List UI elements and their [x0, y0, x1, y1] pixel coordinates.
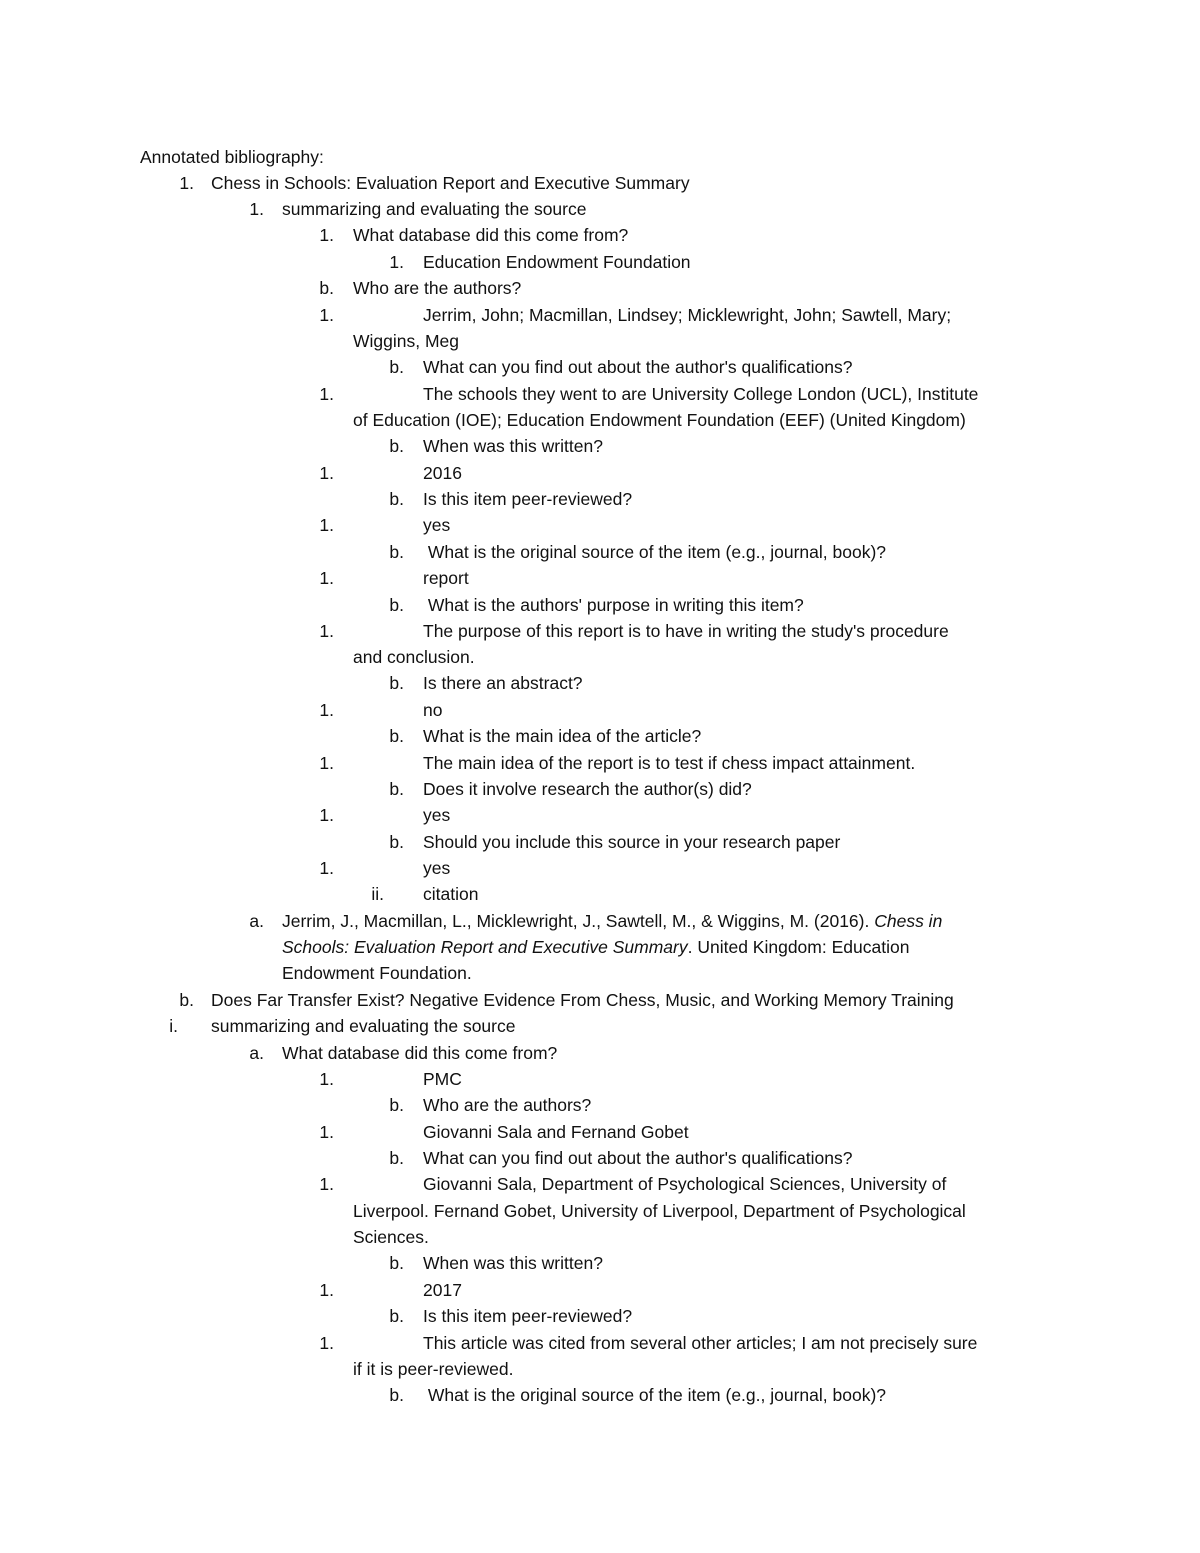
source-title-line	[0, 170, 1200, 196]
question-text: Is there an abstract?	[423, 673, 583, 693]
document-heading	[0, 144, 1200, 170]
answer-text: Liverpool. Fernand Gobet, University of Liverpool, Department of Psychological	[353, 1201, 966, 1221]
outline-text: summarizing and evaluating the source	[211, 1016, 516, 1036]
answer-text: Education Endowment Foundation	[423, 252, 691, 272]
answer-line	[0, 512, 1200, 538]
citation-title: Chess in	[874, 911, 943, 931]
answer-text: no	[423, 700, 443, 720]
question-line	[0, 1382, 1200, 1408]
source-title: Chess in Schools: Evaluation Report and Executive Summary	[211, 173, 690, 193]
citation-line	[0, 960, 1200, 986]
list-marker: b.	[389, 542, 404, 562]
question-line	[0, 592, 1200, 618]
question-line	[0, 1092, 1200, 1118]
heading-text: Annotated bibliography:	[140, 147, 324, 167]
list-marker: b.	[389, 1095, 404, 1115]
question-text: Is this item peer-reviewed?	[423, 489, 633, 509]
question-line	[0, 354, 1200, 380]
list-marker: 1.	[319, 1280, 334, 1300]
citation-line	[0, 908, 1200, 934]
list-marker: b.	[389, 1253, 404, 1273]
answer-text: yes	[423, 515, 451, 535]
answer-continuation-line	[0, 1224, 1200, 1250]
answer-continuation-line	[0, 1198, 1200, 1224]
answer-line	[0, 249, 1200, 275]
list-marker: b.	[389, 779, 404, 799]
source-title: Does Far Transfer Exist? Negative Evidence From Chess, Music, and Working Memory Training	[211, 990, 954, 1010]
list-marker: 1.	[319, 753, 334, 773]
list-marker: 1.	[319, 463, 334, 483]
list-marker: 1.	[319, 305, 334, 325]
question-text: What can you find out about the author's qualifications?	[423, 1148, 853, 1168]
answer-line	[0, 855, 1200, 881]
outline-line	[0, 881, 1200, 907]
citation-text	[282, 908, 942, 934]
answer-text: Jerrim, John; Macmillan, Lindsey; Micklewright, John; Sawtell, Mary;	[423, 305, 952, 325]
answer-line	[0, 1066, 1200, 1092]
list-marker: 1.	[179, 173, 194, 193]
answer-continuation-line	[0, 407, 1200, 433]
list-marker: b.	[179, 990, 194, 1010]
answer-text: The main idea of the report is to test if chess impact attainment.	[423, 753, 916, 773]
list-marker: b.	[389, 436, 404, 456]
question-text: Is this item peer-reviewed?	[423, 1306, 633, 1326]
question-text: What is the main idea of the article?	[423, 726, 702, 746]
question-line	[0, 776, 1200, 802]
answer-text: Sciences.	[353, 1227, 429, 1247]
answer-line	[0, 1171, 1200, 1197]
answer-text: The purpose of this report is to have in writing the study's procedure	[423, 621, 949, 641]
list-marker: b.	[389, 1148, 404, 1168]
answer-text: PMC	[423, 1069, 462, 1089]
question-text: When was this written?	[423, 1253, 603, 1273]
list-marker: b.	[389, 357, 404, 377]
list-marker: i.	[169, 1016, 178, 1036]
list-marker: b.	[389, 489, 404, 509]
list-marker: b.	[389, 1306, 404, 1326]
list-marker: 1.	[319, 225, 334, 245]
list-marker: a.	[249, 1043, 264, 1063]
question-text: Who are the authors?	[353, 278, 522, 298]
answer-text: Giovanni Sala and Fernand Gobet	[423, 1122, 689, 1142]
answer-line	[0, 618, 1200, 644]
list-marker: 1.	[389, 252, 404, 272]
question-text: Should you include this source in your research paper	[423, 832, 841, 852]
answer-line	[0, 802, 1200, 828]
list-marker: 1.	[319, 1333, 334, 1353]
answer-text: yes	[423, 805, 451, 825]
outline-line	[0, 196, 1200, 222]
question-text: What is the original source of the item (e.g., journal, book)?	[423, 1385, 887, 1405]
list-marker: b.	[319, 278, 334, 298]
answer-line	[0, 750, 1200, 776]
outline-text: citation	[423, 884, 479, 904]
list-marker: b.	[389, 673, 404, 693]
answer-line	[0, 460, 1200, 486]
list-marker: b.	[389, 1385, 404, 1405]
citation-line	[0, 934, 1200, 960]
answer-line	[0, 1330, 1200, 1356]
answer-text: This article was cited from several other articles; I am not precisely sure	[423, 1333, 978, 1353]
answer-line	[0, 302, 1200, 328]
citation-text: Endowment Foundation.	[282, 963, 472, 983]
answer-line	[0, 1277, 1200, 1303]
answer-line	[0, 1119, 1200, 1145]
list-marker: 1.	[319, 384, 334, 404]
answer-continuation-line	[0, 328, 1200, 354]
question-line	[0, 1040, 1200, 1066]
outline-line	[0, 1013, 1200, 1039]
list-marker: 1.	[319, 1122, 334, 1142]
answer-text: yes	[423, 858, 451, 878]
question-text: What can you find out about the author's qualifications?	[423, 357, 853, 377]
answer-text: of Education (IOE); Education Endowment Foundation (EEF) (United Kingdom)	[353, 410, 966, 430]
answer-line	[0, 565, 1200, 591]
list-marker: 1.	[319, 805, 334, 825]
question-line	[0, 275, 1200, 301]
question-text: When was this written?	[423, 436, 603, 456]
answer-text: if it is peer-reviewed.	[353, 1359, 514, 1379]
list-marker: a.	[249, 911, 264, 931]
question-line	[0, 486, 1200, 512]
list-marker: b.	[389, 726, 404, 746]
question-line	[0, 829, 1200, 855]
question-text: What database did this come from?	[353, 225, 629, 245]
list-marker: b.	[389, 832, 404, 852]
source-title-line	[0, 987, 1200, 1013]
citation-text	[282, 934, 909, 960]
list-marker: b.	[389, 595, 404, 615]
answer-text: Giovanni Sala, Department of Psychological Sciences, University of	[423, 1174, 947, 1194]
question-text: Who are the authors?	[423, 1095, 592, 1115]
answer-text: 2017	[423, 1280, 462, 1300]
answer-text: Wiggins, Meg	[353, 331, 460, 351]
answer-text: The schools they went to are University College London (UCL), Institute	[423, 384, 979, 404]
answer-text: report	[423, 568, 469, 588]
list-marker: 1.	[319, 858, 334, 878]
question-line	[0, 1145, 1200, 1171]
list-marker: 1.	[319, 1174, 334, 1194]
outline-text: summarizing and evaluating the source	[282, 199, 587, 219]
question-line	[0, 723, 1200, 749]
question-line	[0, 670, 1200, 696]
question-line	[0, 433, 1200, 459]
citation-authors: Jerrim, J., Macmillan, L., Micklewright, J., Sawtell, M., & Wiggins, M. (2016).	[282, 911, 875, 931]
question-text: What database did this come from?	[282, 1043, 558, 1063]
question-line	[0, 1303, 1200, 1329]
question-line	[0, 1250, 1200, 1276]
list-marker: 1.	[319, 621, 334, 641]
question-line	[0, 222, 1200, 248]
answer-text: 2016	[423, 463, 462, 483]
question-text: What is the original source of the item (e.g., journal, book)?	[423, 542, 887, 562]
citation-publisher: . United Kingdom: Education	[687, 937, 910, 957]
answer-line	[0, 381, 1200, 407]
answer-continuation-line	[0, 644, 1200, 670]
list-marker: 1.	[319, 700, 334, 720]
question-text: What is the authors' purpose in writing this item?	[423, 595, 804, 615]
answer-text: and conclusion.	[353, 647, 475, 667]
list-marker: ii.	[371, 884, 384, 904]
answer-continuation-line	[0, 1356, 1200, 1382]
question-line	[0, 539, 1200, 565]
list-marker: 1.	[249, 199, 264, 219]
question-text: Does it involve research the author(s) did?	[423, 779, 752, 799]
list-marker: 1.	[319, 515, 334, 535]
list-marker: 1.	[319, 1069, 334, 1089]
answer-line	[0, 697, 1200, 723]
citation-title: Schools: Evaluation Report and Executive Summary	[282, 937, 688, 957]
list-marker: 1.	[319, 568, 334, 588]
